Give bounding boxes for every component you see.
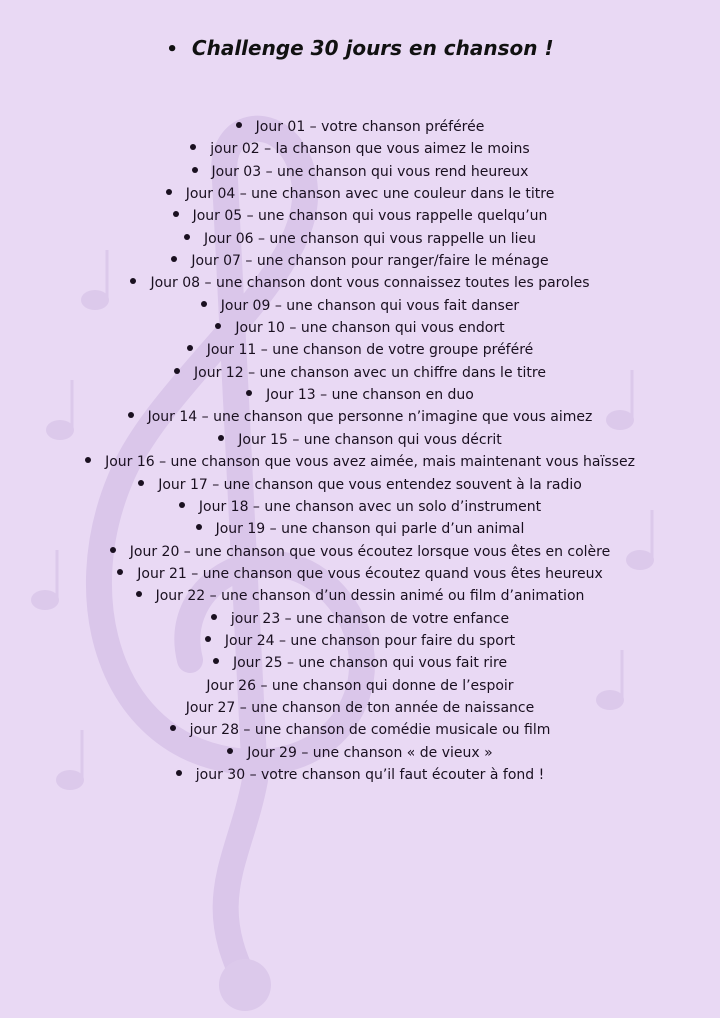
list-item-text: Jour 06 – une chanson qui vous rappelle un lieu (203, 230, 537, 247)
list-item (0, 138, 720, 160)
list-item-text: Jour 13 – une chanson en duo (266, 387, 474, 404)
list-item-text: Jour 19 – une chanson qui parle d’un animal (215, 521, 525, 538)
list-item-text: Jour 18 – une chanson avec un solo d’instrument (198, 498, 542, 515)
list-item (0, 250, 720, 272)
title-text: Challenge 30 jours en chanson ! (191, 36, 554, 60)
list-item (0, 675, 720, 697)
list-item (0, 630, 720, 652)
bullet-icon (136, 591, 142, 597)
list-item-text: Jour 09 – une chanson qui vous fait danser (220, 297, 520, 314)
bullet-icon (130, 278, 136, 284)
bullet-icon (246, 390, 252, 396)
list-item (0, 496, 720, 518)
bullet-icon (110, 547, 116, 553)
list-item-text: Jour 25 – une chanson qui vous fait rire (232, 655, 508, 672)
bullet-icon (215, 323, 221, 329)
bullet-icon (166, 189, 172, 195)
title-bullet-icon: • (166, 39, 178, 60)
list-item-text: Jour 26 – une chanson qui donne de l’espoir (206, 677, 514, 694)
bullet-icon (174, 368, 180, 374)
bullet-icon (128, 412, 134, 418)
list-item (0, 183, 720, 205)
page-title (0, 30, 720, 66)
list-item-text: Jour 04 – une chanson avec une couleur dans le titre (185, 186, 555, 203)
list-item (0, 451, 720, 473)
list-item (0, 429, 720, 451)
bullet-icon (227, 748, 233, 754)
list-item-text: Jour 22 – une chanson d’un dessin animé ou film d’animation (155, 588, 585, 605)
challenge-list (0, 116, 720, 786)
list-item (0, 295, 720, 317)
list-item-text: Jour 10 – une chanson qui vous endort (235, 320, 505, 337)
list-item (0, 384, 720, 406)
bullet-icon (173, 211, 179, 217)
list-item-text: Jour 11 – une chanson de votre groupe préféré (206, 342, 534, 359)
list-item (0, 116, 720, 138)
list-item-text: Jour 17 – une chanson que vous entendez souvent à la radio (158, 476, 582, 493)
bullet-icon (192, 167, 198, 173)
bullet-icon (170, 725, 176, 731)
list-item (0, 339, 720, 361)
bullet-icon (117, 569, 123, 575)
list-item (0, 406, 720, 428)
list-item-text: Jour 24 – une chanson pour faire du sport (224, 632, 516, 649)
list-item-text: Jour 14 – une chanson que personne n’imagine que vous aimez (147, 409, 593, 426)
bullet-icon (211, 614, 217, 620)
list-item (0, 317, 720, 339)
list-item (0, 272, 720, 294)
list-item-text: Jour 01 – votre chanson préférée (255, 119, 485, 135)
list-item (0, 719, 720, 741)
list-item (0, 474, 720, 496)
list-item-text: Jour 16 – une chanson que vous avez aimée, mais maintenant vous haïssez (105, 454, 635, 471)
list-item-text: Jour 03 – une chanson qui vous rend heureux (211, 163, 529, 180)
bullet-icon (190, 144, 196, 150)
list-item-text: jour 30 – votre chanson qu’il faut écouter à fond ! (195, 766, 545, 783)
bullet-icon (138, 480, 144, 486)
list-item-text: Jour 20 – une chanson que vous écoutez lorsque vous êtes en colère (129, 543, 611, 560)
list-item (0, 585, 720, 607)
list-item-text: Jour 27 – une chanson de ton année de naissance (185, 699, 535, 716)
list-item (0, 652, 720, 674)
bullet-icon (236, 122, 242, 128)
list-item-text: jour 02 – la chanson que vous aimez le moins (210, 141, 530, 158)
bullet-icon (213, 658, 219, 664)
list-item (0, 518, 720, 540)
list-item (0, 764, 720, 786)
bullet-icon (218, 435, 224, 441)
list-item (0, 205, 720, 227)
list-item (0, 362, 720, 384)
list-item-text: Jour 21 – une chanson que vous écoutez quand vous êtes heureux (137, 565, 603, 582)
list-item (0, 563, 720, 585)
list-item-text: Jour 29 – une chanson « de vieux » (247, 744, 493, 761)
bullet-icon (201, 301, 207, 307)
bullet-icon (179, 502, 185, 508)
bullet-icon (171, 256, 177, 262)
list-item-text: Jour 07 – une chanson pour ranger/faire le ménage (191, 253, 549, 270)
list-item (0, 541, 720, 563)
list-item-text: Jour 15 – une chanson qui vous décrit (238, 431, 502, 448)
bullet-icon (184, 234, 190, 240)
bullet-icon (205, 636, 211, 642)
list-item (0, 608, 720, 630)
list-item-text: jour 28 – une chanson de comédie musicale ou film (189, 722, 551, 739)
list-item (0, 742, 720, 764)
list-item (0, 161, 720, 183)
list-item (0, 228, 720, 250)
list-item-text: Jour 12 – une chanson avec un chiffre dans le titre (194, 364, 546, 381)
list-item-text: Jour 05 – une chanson qui vous rappelle quelqu’un (192, 208, 548, 225)
bullet-icon (176, 770, 182, 776)
list-item (0, 697, 720, 719)
bullet-icon (196, 524, 202, 530)
list-item-text: Jour 08 – une chanson dont vous connaissez toutes les paroles (150, 275, 590, 292)
bullet-icon (187, 345, 193, 351)
bullet-icon (85, 457, 91, 463)
list-item-text: jour 23 – une chanson de votre enfance (230, 610, 510, 627)
